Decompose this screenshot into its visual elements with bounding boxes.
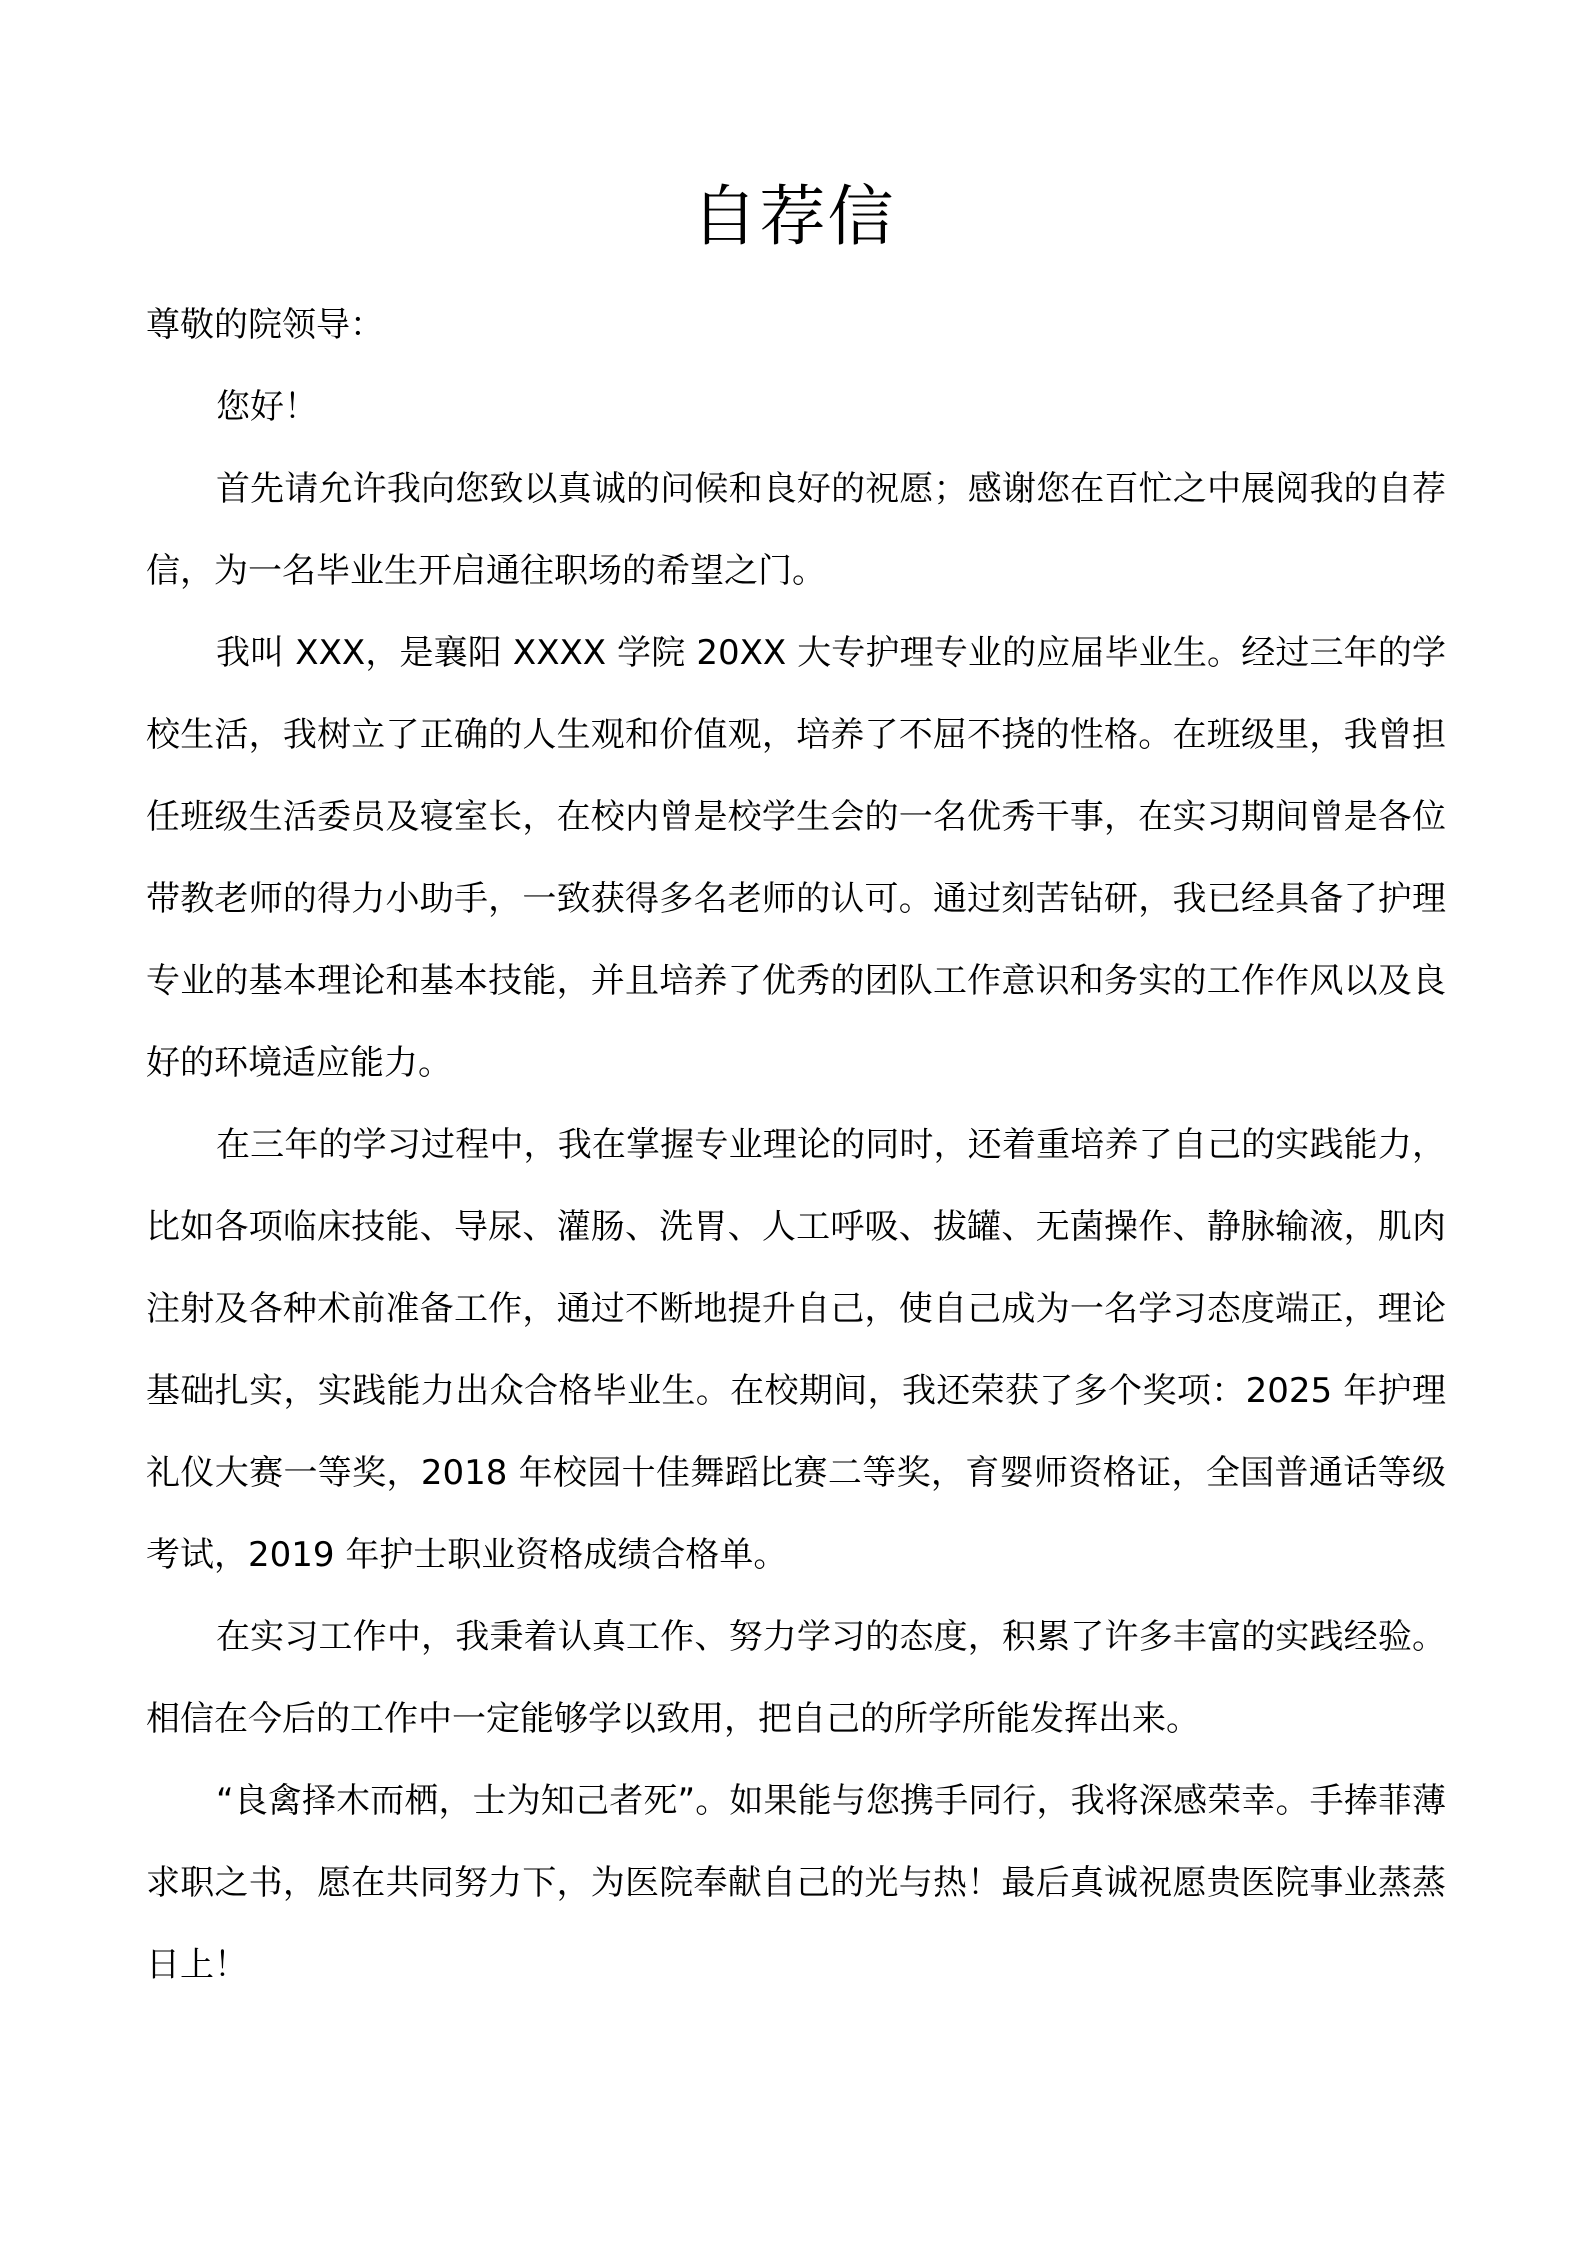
salutation: 尊敬的院领导： <box>146 305 384 345</box>
letter-body <box>146 284 1446 2006</box>
document-title: 自荐信 <box>691 178 896 255</box>
internship-paragraph: 在实习工作中，我秉着认真工作、努力学习的态度，积累了许多丰富的实践经验。相信在今后的工作中一定能够学以致用，把自己的所学所能发挥出来。 <box>146 1617 1446 1739</box>
opening-paragraph: 首先请允许我向您致以真诚的问候和良好的祝愿；感谢您在百忙之中展阅我的自荐信，为一名毕业生开启通往职场的希望之门。 <box>146 469 1446 591</box>
introduction-paragraph: 我叫 XXX，是襄阳 XXXX 学院 20XX 大专护理专业的应届毕业生。经过三年的学校生活，我树立了正确的人生观和价值观，培养了不屈不挠的性格。在班级里，我曾担任班级生活委员及寝室长，在校内曾是校学生会的一名优秀干事，在实习期间曾是各位带教老师的得力小助手，一致获得多名老师的认可。通过刻苦钻研，我已经具备了护理专业的基本理论和基本技能，并且培养了优秀的团队工作意识和务实的工作作风以及良好的环境适应能力。 <box>146 633 1446 1083</box>
study-paragraph: 在三年的学习过程中，我在掌握专业理论的同时，还着重培养了自己的实践能力，比如各项临床技能、导尿、灌肠、洗胃、人工呼吸、拔罐、无菌操作、静脉输液，肌肉注射及各种术前准备工作，通过不断地提升自己，使自己成为一名学习态度端正，理论基础扎实，实践能力出众合格毕业生。在校期间，我还荣获了多个奖项：2025 年护理礼仪大赛一等奖，2018 年校园十佳舞蹈比赛二等奖，育婴师资格证，全国普通话等级考试，2019 年护士职业资格成绩合格单。 <box>146 1125 1446 1575</box>
closing-paragraph: “良禽择木而栖，士为知己者死”。如果能与您携手同行，我将深感荣幸。手捧菲薄求职之书，愿在共同努力下，为医院奉献自己的光与热！最后真诚祝愿贵医院事业蒸蒸日上！ <box>146 1781 1446 1985</box>
greeting-paragraph: 您好！ <box>216 387 318 427</box>
